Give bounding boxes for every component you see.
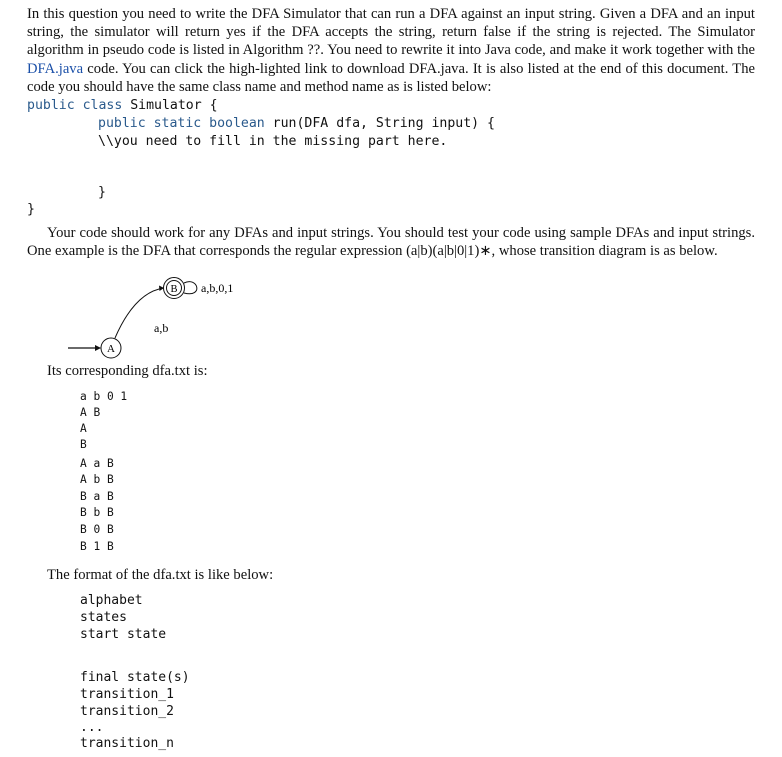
dfa-line: B 0 B bbox=[80, 523, 114, 536]
code-line-close-class: } bbox=[27, 202, 35, 217]
code-line-method bbox=[98, 115, 495, 132]
format-caption: The format of the dfa.txt is like below: bbox=[47, 567, 274, 583]
format-line: transition_2 bbox=[80, 704, 174, 719]
dfa-line: A a B bbox=[80, 457, 114, 470]
code-text: Simulator { bbox=[122, 98, 218, 113]
code-text: run(DFA dfa, String input) { bbox=[264, 116, 495, 131]
format-line: start state bbox=[80, 627, 167, 642]
format-line: final state(s) bbox=[80, 670, 190, 685]
format-line: states bbox=[80, 610, 127, 625]
start-arrowhead bbox=[95, 345, 101, 351]
intro-paragraph bbox=[27, 5, 755, 96]
state-b-label: B bbox=[170, 284, 178, 295]
state-a-label: A bbox=[107, 343, 115, 355]
dfa-line: A B bbox=[80, 406, 101, 419]
format-line: alphabet bbox=[80, 593, 143, 608]
dfa-line: a b 0 1 bbox=[80, 390, 128, 403]
code-keyword: public static boolean bbox=[98, 116, 265, 131]
code-line-class bbox=[27, 97, 218, 114]
dfa-line: A b B bbox=[80, 473, 114, 486]
dfa-java-link[interactable]: DFA.java bbox=[27, 60, 84, 77]
dfa-transition-diagram bbox=[60, 270, 320, 370]
code-line-comment: \\you need to fill in the missing part here. bbox=[98, 134, 448, 149]
format-line: transition_n bbox=[80, 736, 174, 751]
edge-label: a,b bbox=[154, 321, 169, 335]
dfa-line: B 1 B bbox=[80, 540, 114, 553]
loop-label: a,b,0,1 bbox=[201, 281, 234, 295]
dfa-line: B bbox=[80, 438, 87, 451]
dfa-line: B b B bbox=[80, 506, 114, 519]
self-loop-b bbox=[184, 282, 197, 294]
example-paragraph: Your code should work for any DFAs and input strings. You should test your code using sample DFAs and input strings. One example is the DFA that corresponds the regular expression (a|b)(a|b|0|1)∗, whose transition diagram is as below. bbox=[27, 225, 755, 260]
dfa-line: A bbox=[80, 422, 87, 435]
code-line-close-method: } bbox=[98, 185, 106, 200]
dfa-line: B a B bbox=[80, 490, 114, 503]
format-line: transition_1 bbox=[80, 687, 174, 702]
code-keyword: public class bbox=[27, 98, 123, 113]
intro-text-2: code. You can click the high-lighted link to download DFA.java. It is also listed at the end of this document. The code you should have the same class name and method name as is listed below: bbox=[27, 60, 755, 95]
format-line: ... bbox=[80, 720, 104, 735]
intro-text-1: In this question you need to write the DFA Simulator that can run a DFA against an input string. Given a DFA and an input string, the simulator will return yes if the DFA accepts the string, return false if the string is rejected. The Simulator algorithm in pseudo code is listed in Algorithm ??. You need to rewrite it into Java code, and make it work together with the bbox=[27, 6, 755, 59]
dfa-caption: Its corresponding dfa.txt is: bbox=[47, 363, 208, 379]
